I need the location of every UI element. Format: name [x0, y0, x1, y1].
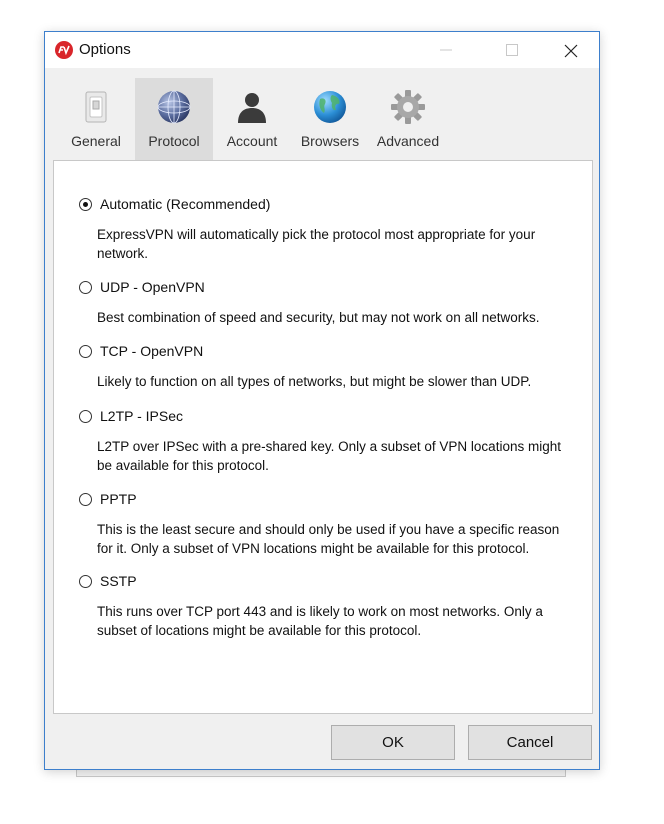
options-dialog	[44, 31, 600, 770]
radio-sstp[interactable]	[79, 575, 92, 588]
radio-udp[interactable]	[79, 281, 92, 294]
title-bar[interactable]	[45, 32, 599, 68]
tab-label: Protocol	[148, 133, 200, 149]
options-tab-bar	[57, 78, 447, 160]
minimize-button[interactable]	[423, 32, 469, 68]
user-silhouette-icon	[234, 89, 270, 125]
maximize-icon	[506, 44, 518, 56]
protocol-description: L2TP over IPSec with a pre-shared key. Only a subset of VPN locations might be available for this protocol.	[97, 439, 561, 473]
tab-general[interactable]	[57, 78, 135, 160]
toggle-switch-icon	[78, 89, 114, 125]
protocol-description: This is the least secure and should only be used if you have a specific reason for it. Only a subset of VPN locations might be available for this protocol.	[97, 522, 560, 556]
close-icon	[564, 44, 578, 58]
close-button[interactable]	[547, 32, 593, 68]
protocol-description: This runs over TCP port 443 and is likely to work on most networks. Only a subset of locations might be available for this protocol.	[97, 604, 543, 638]
tab-protocol[interactable]	[135, 78, 213, 160]
protocol-settings-panel	[53, 160, 593, 714]
protocol-description: Best combination of speed and security, but may not work on all networks.	[97, 310, 540, 325]
protocol-description: ExpressVPN will automatically pick the protocol most appropriate for your network.	[97, 227, 536, 261]
protocol-label[interactable]: Automatic (Recommended)	[100, 196, 271, 212]
gear-icon	[390, 89, 426, 125]
protocol-label[interactable]: SSTP	[100, 573, 137, 589]
radio-automatic[interactable]	[79, 198, 92, 211]
radio-l2tp[interactable]	[79, 410, 92, 423]
expressvpn-logo-icon	[55, 41, 73, 59]
globe-network-icon	[156, 89, 192, 125]
tab-browsers[interactable]	[291, 78, 369, 160]
tab-label: Account	[226, 133, 278, 149]
radio-pptp[interactable]	[79, 493, 92, 506]
tab-label: General	[71, 133, 121, 149]
protocol-label[interactable]: PPTP	[100, 491, 137, 507]
minimize-icon	[440, 44, 452, 56]
earth-globe-icon	[312, 89, 348, 125]
tab-advanced[interactable]	[369, 78, 447, 160]
protocol-label[interactable]: L2TP - IPSec	[100, 408, 184, 424]
radio-tcp[interactable]	[79, 345, 92, 358]
tab-label: Browsers	[300, 133, 360, 149]
window-title: Options	[79, 41, 131, 58]
ok-button[interactable]: OK	[331, 725, 455, 760]
tab-label: Advanced	[376, 133, 440, 149]
protocol-description: Likely to function on all types of networks, but might be slower than UDP.	[97, 374, 532, 389]
cancel-button[interactable]: Cancel	[468, 725, 592, 760]
protocol-label[interactable]: TCP - OpenVPN	[100, 343, 204, 359]
tab-account[interactable]	[213, 78, 291, 160]
maximize-button[interactable]	[489, 32, 535, 68]
protocol-label[interactable]: UDP - OpenVPN	[100, 279, 205, 295]
